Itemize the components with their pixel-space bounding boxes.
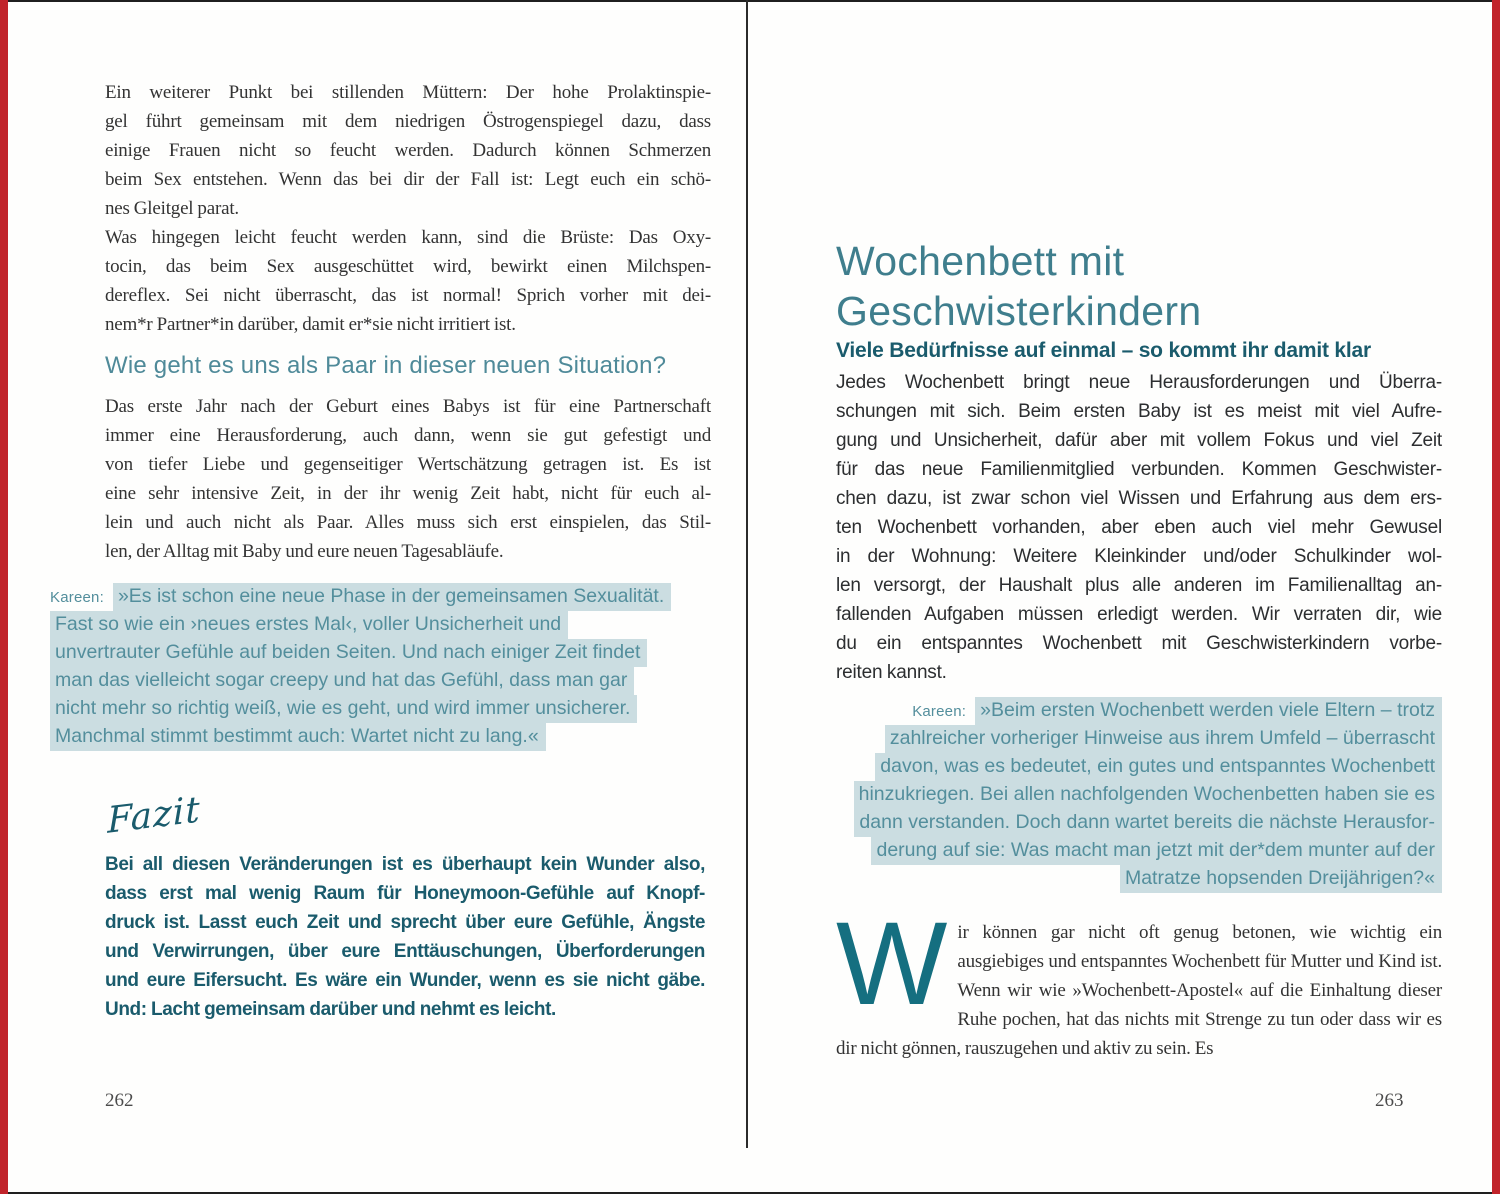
page-gutter-divider: [746, 0, 748, 1148]
paragraph: [836, 368, 1442, 687]
quote-line: dann verstanden. Doch dann wartet bereits die nächste Herausfor-: [854, 809, 1442, 837]
text-line: len, der Alltag mit Baby und eure neuen Tagesabläufe.: [105, 541, 504, 562]
quote-line: davon, was es bedeutet, ein gutes und entspanntes Wochenbett: [875, 753, 1442, 781]
quote-line: nicht mehr so richtig weiß, wie es geht, und wird immer unsicherer.: [50, 695, 637, 723]
page-number-left: 262: [105, 1090, 134, 1111]
quote-line: Matratze hopsenden Dreijährigen?«: [1120, 865, 1442, 893]
chapter-subtitle: Viele Bedürfnisse auf einmal – so kommt ihr damit klar: [836, 339, 1371, 362]
quote-line: hinzukriegen. Bei allen nachfolgenden Wochenbetten haben sie es: [854, 781, 1442, 809]
text-line: von tiefer Liebe und gegenseitiger Wertschätzung getragen ist. Es ist: [105, 454, 711, 475]
text-line: nes Gleitgel parat.: [105, 198, 239, 219]
quote-attribution: Kareen:: [50, 589, 104, 606]
text-line: ten Wochenbett vorhanden, aber eben auch viel mehr Gewusel: [836, 517, 1442, 538]
text-line: immer eine Herausforderung, auch dann, wenn sie gut gefestigt und: [105, 425, 711, 446]
fazit-script-label: Fazit: [106, 789, 201, 842]
quote-line: Manchmal stimmt bestimmt auch: Wartet nicht zu lang.«: [50, 723, 546, 751]
book-cover-edge-right: [1492, 0, 1500, 1194]
text-line: fallenden Aufgaben müssen erledigt werden. Wir verraten dir, wie: [836, 604, 1442, 625]
text-line: gel führt gemeinsam mit dem niedrigen Östrogenspiegel dazu, dass: [105, 111, 711, 132]
text-line: einige Frauen nicht so feucht werden. Dadurch können Schmerzen: [105, 140, 711, 161]
text-line: lein und auch nicht als Paar. Alles muss sich erst einspielen, das Stil-: [105, 512, 711, 533]
chapter-title-line2: Geschwisterkindern: [836, 288, 1202, 334]
quote-line: zahlreicher vorheriger Hinweise aus ihrem Umfeld – überrascht: [885, 725, 1442, 753]
quote-attribution: Kareen:: [912, 703, 967, 720]
text-line: Was hingegen leicht feucht werden kann, sind die Brüste: Das Oxy-: [105, 227, 711, 248]
text-line: Und: Lacht gemeinsam darüber und nehmt es leicht.: [105, 999, 556, 1020]
paragraph: [105, 78, 711, 223]
text-line: druck ist. Lasst euch Zeit und sprecht über eure Gefühle, Ängste: [105, 912, 705, 933]
quote-line: derung auf sie: Was macht man jetzt mit der*dem munter auf der: [871, 837, 1442, 865]
fazit-paragraph: [105, 850, 705, 1024]
text-line: eine sehr intensive Zeit, in der ihr wenig Zeit habt, nicht für euch al-: [105, 483, 711, 504]
fazit-heading: [106, 789, 201, 842]
chapter-title: [836, 236, 1201, 336]
text-line: dereflex. Sei nicht überrascht, das ist normal! Sprich vorher mit dei-: [105, 285, 711, 306]
text-line: du ein entspanntes Wochenbett mit Geschwisterkindern vorbe-: [836, 633, 1442, 654]
text-line: Bei all diesen Veränderungen ist es überhaupt kein Wunder also,: [105, 854, 705, 875]
quote-line: Fast so wie ein ›neues erstes Mal‹, voller Unsicherheit und: [50, 611, 568, 639]
text-line: Das erste Jahr nach der Geburt eines Babys ist für eine Partnerschaft: [105, 396, 711, 417]
text-line: für das neue Familienmitglied verbunden. Kommen Geschwister-: [836, 459, 1442, 480]
quote-line: »Beim ersten Wochenbett werden viele Eltern – trotz: [975, 697, 1442, 725]
section-heading: Wie geht es uns als Paar in dieser neuen Situation?: [105, 352, 667, 379]
text-line: len versorgt, der Haushalt plus alle anderen im Familienalltag an-: [836, 575, 1442, 596]
quote-line: unvertrauter Gefühle auf beiden Seiten. Und nach einiger Zeit findet: [50, 639, 647, 667]
text-line: Ein weiterer Punkt bei stillenden Müttern: Der hohe Prolaktinspie-: [105, 82, 711, 103]
chapter-title-line1: Wochenbett mit: [836, 238, 1125, 284]
quote-line: »Es ist schon eine neue Phase in der gemeinsamen Sexualität.: [113, 583, 671, 611]
text-line: schungen mit sich. Beim ersten Baby ist es meist mit viel Aufre-: [836, 401, 1442, 422]
text-line: und eure Eifersucht. Es wäre ein Wunder, wenn es sie nicht gäbe.: [105, 970, 705, 991]
text-line: und Verwirrungen, über eure Enttäuschungen, Überforderungen: [105, 941, 705, 962]
text-line: reiten kannst.: [836, 662, 947, 683]
photo-frame-top: [0, 0, 1500, 2]
text-line: chen dazu, ist zwar schon viel Wissen und Erfahrung aus dem ers-: [836, 488, 1442, 509]
text-line: gung und Unsicherheit, dafür aber mit vollem Fokus und viel Zeit: [836, 430, 1442, 451]
text-line: dass erst mal wenig Raum für Honeymoon-Gefühle auf Knopf-: [105, 883, 705, 904]
kareen-quote-left: [50, 582, 718, 750]
text-line: tocin, das beim Sex ausgeschüttet wird, bewirkt einen Milchspen-: [105, 256, 711, 277]
closing-text: ir können gar nicht oft genug betonen, wie wichtig ein ausgiebiges und entspanntes Wochenbett für Mutter und Kind ist. Wenn wir wie »Wochenbett-Apostel« auf die Einhaltung dieser Ruhe pochen, hat das nichts mit Strenge zu tun oder dass wir es dir nicht gönnen, rauszugehen und aktiv zu sein. Es: [836, 922, 1442, 1059]
closing-paragraph: [836, 898, 1442, 1063]
page-number-right: 263: [1375, 1090, 1404, 1111]
text-line: beim Sex entstehen. Wenn das bei dir der Fall ist: Legt euch ein schö-: [105, 169, 711, 190]
quote-line: man das vielleicht sogar creepy und hat das Gefühl, dass man gar: [50, 667, 634, 695]
paragraph: [105, 392, 711, 566]
text-line: Jedes Wochenbett bringt neue Herausforderungen und Überra-: [836, 372, 1442, 393]
kareen-quote-right: [836, 696, 1442, 892]
book-cover-edge-left: [0, 0, 8, 1194]
paragraph: [105, 223, 711, 339]
text-line: in der Wohnung: Weitere Kleinkinder und/oder Schulkinder wol-: [836, 546, 1442, 567]
dropcap-w: W: [836, 898, 946, 1030]
text-line: nem*r Partner*in darüber, damit er*sie nicht irritiert ist.: [105, 314, 516, 335]
